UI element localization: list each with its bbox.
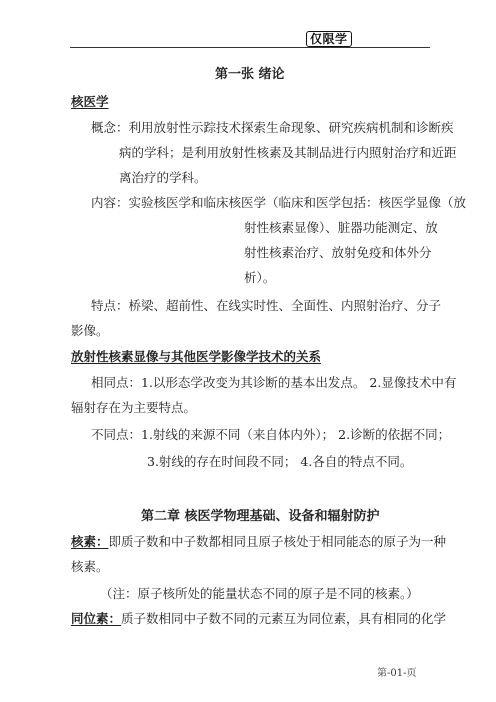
nuclide-line-1 xyxy=(71,534,446,550)
isotope-definition: 质子数相同中子数不同的元素互为同位素，具有相同的化学 xyxy=(121,611,447,626)
features-line-2: 影像。 xyxy=(71,323,109,338)
nuclide-note: （注：原子核所处的能量状态不同的原子是不同的核素。） xyxy=(100,586,419,601)
content-line-1: 内容：实验核医学和临床核医学（临床和医学包括：核医学显像（放 xyxy=(91,195,467,210)
difference-line-1: 不同点：1.射线的来源不同（来自体内外）； 2.诊断的依据不同； xyxy=(91,427,451,442)
isotope-term: 同位素： xyxy=(71,611,122,626)
nuclide-definition: 即质子数和中子数都相同且原子核处于相同能态的原子为一种 xyxy=(108,534,447,549)
content-line-2: 射性核素显像）、脏器功能测定、放 xyxy=(244,220,438,235)
content-line-3: 射性核素治疗、放射免疫和体外分 xyxy=(244,245,432,260)
concept-line-1: 概念：利用放射性示踪技术探索生命现象、研究疾病机制和诊断疾 xyxy=(91,120,454,135)
header-rule xyxy=(70,47,430,48)
content-line-4: 析）。 xyxy=(244,270,276,285)
page-number: 第-01-页 xyxy=(377,668,417,679)
isotope-line xyxy=(71,611,446,627)
header-badge: 仅限学 xyxy=(306,31,352,47)
difference-line-2: 3.射线的存在时间段不同； 4.各自的特点不同。 xyxy=(147,454,413,469)
chapter1-title: 第一张 绪论 xyxy=(215,67,285,82)
section-heading-nuclear-medicine: 核医学 xyxy=(71,94,109,109)
concept-line-3: 离治疗的学科。 xyxy=(119,170,207,185)
chapter2-title: 第二章 核医学物理基础、设备和辐射防护 xyxy=(141,509,380,524)
concept-line-2: 病的学科；是利用放射性核素及其制品进行内照射治疗和近距 xyxy=(119,145,457,160)
nuclide-line-2: 核素。 xyxy=(71,559,109,574)
similarity-line-2: 辐射存在为主要特点。 xyxy=(71,400,197,415)
nuclide-term: 核素： xyxy=(71,534,109,549)
similarity-line-1: 相同点：1.以形态学改变为其诊断的基本出发点。 2.显像技术中有 xyxy=(91,375,457,390)
section-heading-relation: 放射性核素显像与其他医学影像学技术的关系 xyxy=(71,349,322,364)
features-line-1: 特点：桥梁、超前性、在线实时性、全面性、内照射治疗、分子 xyxy=(91,298,442,313)
